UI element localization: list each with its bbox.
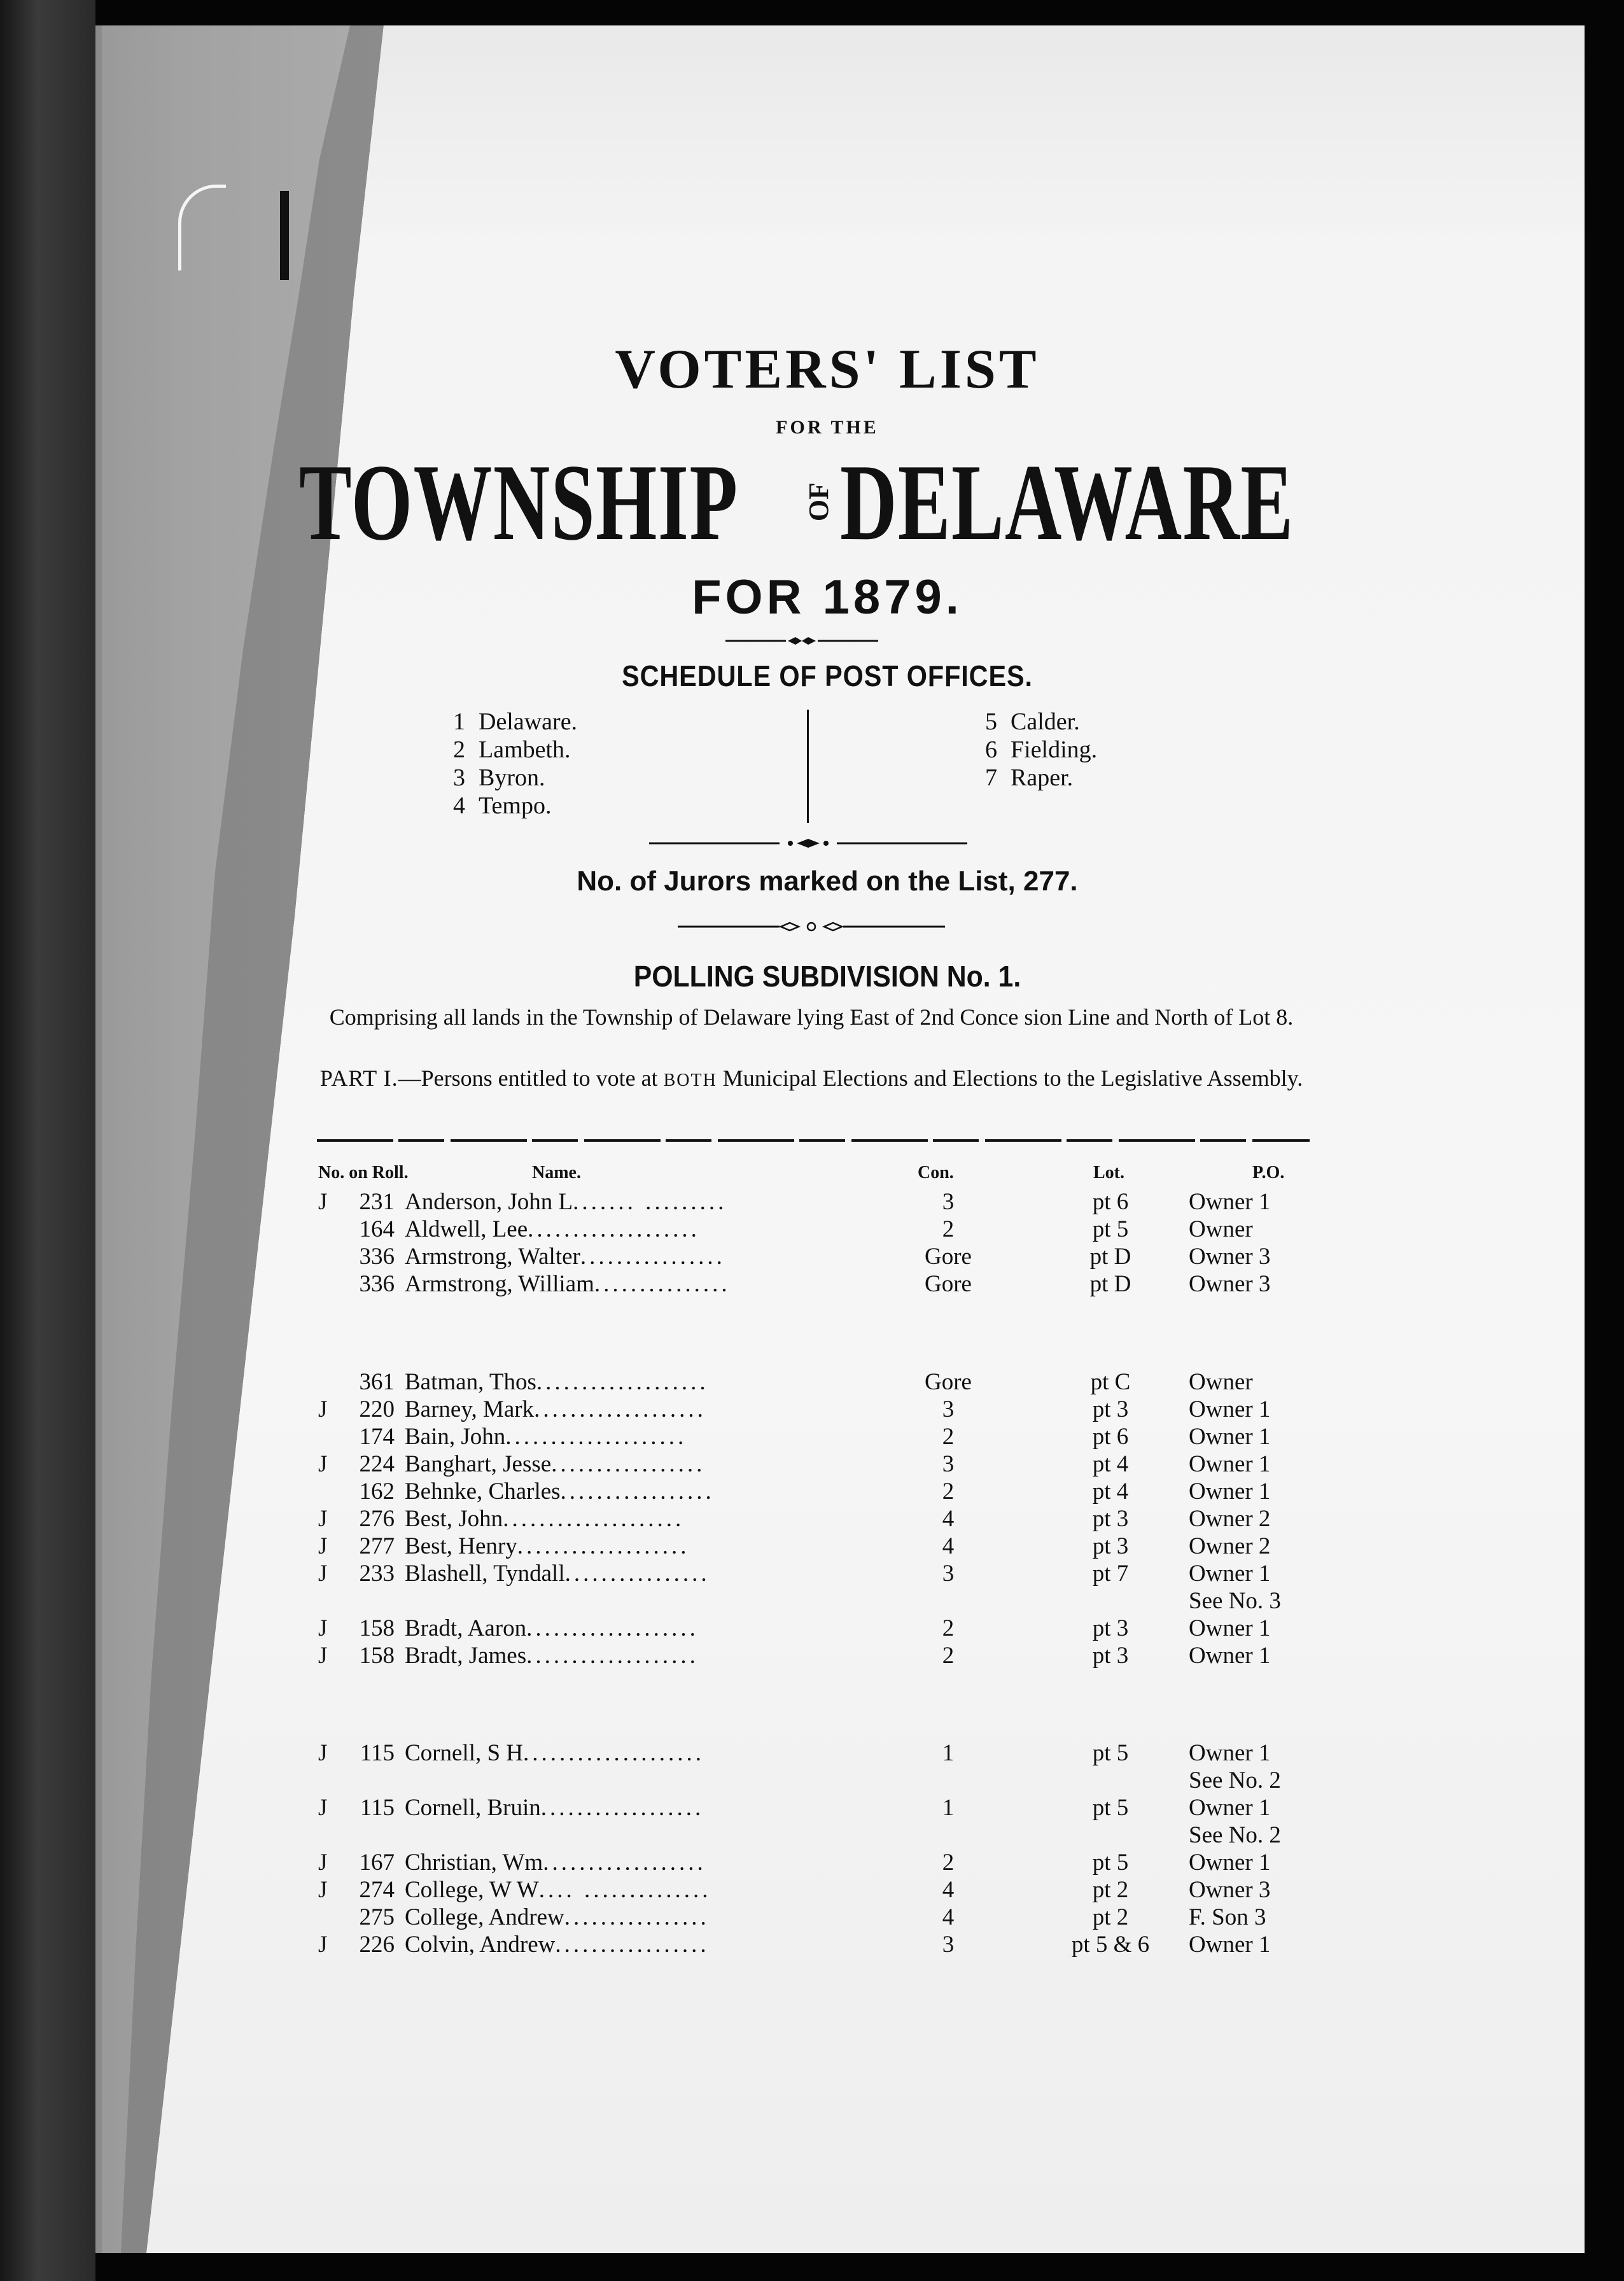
leader-dots: ................. xyxy=(555,1932,710,1958)
table-row xyxy=(0,1849,1624,1877)
lot: pt 3 xyxy=(1092,1533,1129,1559)
post-office-item xyxy=(985,736,1097,764)
lot: pt 3 xyxy=(1092,1643,1129,1669)
voter-name xyxy=(405,1450,858,1478)
concession: 4 xyxy=(942,1904,955,1930)
concession: 3 xyxy=(942,1561,955,1587)
roll-number: 220 xyxy=(359,1396,395,1422)
lot: pt 5 & 6 xyxy=(1071,1932,1150,1958)
concession: 1 xyxy=(942,1795,955,1821)
voter-name xyxy=(405,1794,858,1822)
roll-number: 361 xyxy=(359,1369,395,1395)
post-office-number: 3 xyxy=(453,764,465,791)
post-office-number: 6 xyxy=(985,736,997,763)
post-office-number: 4 xyxy=(453,792,465,819)
concession: 2 xyxy=(942,1216,955,1242)
voter-name-text: Bradt, James xyxy=(405,1643,527,1669)
leader-dots: ................... xyxy=(526,1643,699,1669)
post-office-status: Owner xyxy=(1189,1216,1253,1242)
post-office-status: Owner 1 xyxy=(1189,1396,1271,1422)
post-office-name: Calder. xyxy=(1011,708,1080,735)
roll-number: 277 xyxy=(359,1533,395,1559)
voter-name-text: Aldwell, Lee xyxy=(405,1216,528,1242)
leader-dots: ....... ......... xyxy=(573,1189,727,1215)
title-for-the: FOR THE xyxy=(776,417,879,438)
table-row xyxy=(0,1767,1624,1795)
roll-number: 276 xyxy=(359,1506,395,1532)
voter-name xyxy=(405,1904,858,1932)
concession: 4 xyxy=(942,1506,955,1532)
jury-mark: J xyxy=(318,1643,328,1669)
post-offices-heading: SCHEDULE OF POST OFFICES. xyxy=(622,659,1033,692)
post-office-number: 2 xyxy=(453,736,465,763)
table-row xyxy=(0,1533,1624,1561)
post-office-item xyxy=(453,736,571,764)
table-row xyxy=(0,1587,1624,1615)
roll-number: 115 xyxy=(360,1795,395,1821)
post-office-number: 7 xyxy=(985,764,997,791)
voter-name xyxy=(405,1216,858,1244)
voter-name xyxy=(405,1533,858,1561)
jury-mark: J xyxy=(318,1877,328,1903)
voter-name xyxy=(405,1368,858,1396)
roll-number: 233 xyxy=(359,1561,395,1587)
post-office-status: Owner 1 xyxy=(1189,1189,1271,1215)
post-office-name: Delaware. xyxy=(479,708,578,735)
concession: 4 xyxy=(942,1533,955,1559)
table-row xyxy=(0,1505,1624,1533)
voter-name xyxy=(405,1478,858,1506)
table-row xyxy=(0,1642,1624,1670)
concession: 3 xyxy=(942,1451,955,1477)
voter-name xyxy=(405,1243,858,1271)
voter-name xyxy=(405,1642,858,1670)
jury-mark: J xyxy=(318,1533,328,1559)
table-row xyxy=(0,1478,1624,1506)
voter-name xyxy=(405,1876,858,1904)
voter-name-text: Anderson, John L xyxy=(405,1189,573,1215)
voter-name-text: Behnke, Charles xyxy=(405,1478,561,1505)
jury-mark: J xyxy=(318,1740,328,1766)
voter-name-text: Armstrong, Walter xyxy=(405,1244,580,1270)
title-of: OF xyxy=(803,482,834,522)
table-row xyxy=(0,1615,1624,1643)
table-row xyxy=(0,1368,1624,1396)
jury-mark: J xyxy=(318,1932,328,1958)
voter-name-text: Cornell, S H xyxy=(405,1740,524,1766)
leader-dots: ................... xyxy=(528,1216,700,1242)
column-header-po: P.O. xyxy=(1252,1163,1285,1183)
roll-number: 336 xyxy=(359,1244,395,1270)
post-office-name: Fielding. xyxy=(1011,736,1098,763)
subdivision-description: Comprising all lands in the Township of Delaware lying East of 2nd Conce sion Line and North of Lot 8. xyxy=(329,1004,1294,1030)
table-row xyxy=(0,1216,1624,1244)
concession: 3 xyxy=(942,1189,955,1215)
lot: pt 4 xyxy=(1092,1478,1129,1505)
polling-subdivision-heading: POLLING SUBDIVISION No. 1. xyxy=(633,960,1021,993)
post-office-status: Owner 1 xyxy=(1189,1478,1271,1505)
jury-mark: J xyxy=(318,1396,328,1422)
lot: pt 7 xyxy=(1092,1561,1129,1587)
table-row xyxy=(0,1396,1624,1424)
table-row xyxy=(0,1794,1624,1822)
voter-name-text: Bradt, Aaron xyxy=(405,1615,527,1641)
post-office-status: Owner 2 xyxy=(1189,1533,1271,1559)
column-header-name: Name. xyxy=(532,1163,581,1183)
leader-dots: ................ xyxy=(564,1904,710,1930)
lot: pt 3 xyxy=(1092,1506,1129,1532)
post-office-status: Owner 1 xyxy=(1189,1932,1271,1958)
column-header-con: Con. xyxy=(918,1163,954,1183)
voter-name xyxy=(405,1615,858,1643)
table-row xyxy=(0,1931,1624,1959)
post-office-status: Owner xyxy=(1189,1369,1253,1395)
roll-number: 224 xyxy=(359,1451,395,1477)
voter-name xyxy=(405,1931,858,1959)
post-offices-divider xyxy=(807,710,809,823)
leader-dots: .................... xyxy=(523,1740,705,1766)
concession: Gore xyxy=(925,1271,972,1297)
concession: 2 xyxy=(942,1849,955,1876)
post-office-status: Owner 1 xyxy=(1189,1740,1271,1766)
jury-mark: J xyxy=(318,1561,328,1587)
leader-dots: ................... xyxy=(517,1533,690,1559)
concession: Gore xyxy=(925,1369,972,1395)
post-office-status: Owner 1 xyxy=(1189,1643,1271,1669)
jury-mark: J xyxy=(318,1189,328,1215)
part-text-emphasis: BOTH xyxy=(663,1070,717,1090)
post-office-status: Owner 1 xyxy=(1189,1561,1271,1587)
table-top-rule xyxy=(317,1139,1310,1142)
post-office-status: Owner 1 xyxy=(1189,1451,1271,1477)
lot: pt 2 xyxy=(1092,1904,1129,1930)
lot: pt 5 xyxy=(1092,1795,1129,1821)
lot: pt 2 xyxy=(1092,1877,1129,1903)
concession: 4 xyxy=(942,1877,955,1903)
post-office-name: Lambeth. xyxy=(479,736,571,763)
post-office-status: Owner 2 xyxy=(1189,1506,1271,1532)
leader-dots: ................... xyxy=(536,1369,709,1395)
concession: Gore xyxy=(925,1244,972,1270)
voter-name-text: Best, Henry xyxy=(405,1533,517,1559)
roll-number: 174 xyxy=(359,1424,395,1450)
concession: 2 xyxy=(942,1424,955,1450)
post-office-status: See No. 2 xyxy=(1189,1822,1281,1848)
lot: pt 6 xyxy=(1092,1424,1129,1450)
post-office-status: Owner 1 xyxy=(1189,1424,1271,1450)
table-row xyxy=(0,1821,1624,1849)
post-office-status: F. Son 3 xyxy=(1189,1904,1266,1930)
lot: pt D xyxy=(1089,1244,1131,1270)
voter-name xyxy=(405,1505,858,1533)
lot: pt 6 xyxy=(1092,1189,1129,1215)
part-label: PART I. xyxy=(319,1065,398,1091)
jury-mark: J xyxy=(318,1849,328,1876)
roll-number: 162 xyxy=(359,1478,395,1505)
leader-dots: ............... xyxy=(594,1271,731,1297)
voter-name xyxy=(405,1423,858,1451)
roll-number: 336 xyxy=(359,1271,395,1297)
concession: 3 xyxy=(942,1932,955,1958)
leader-dots: .................. xyxy=(540,1795,704,1821)
part-text-before: —Persons entitled to vote at xyxy=(398,1065,664,1091)
title-township-row xyxy=(299,442,1368,563)
voter-name xyxy=(405,1188,858,1216)
title-delaware: DELAWARE xyxy=(840,442,1294,563)
concession: 1 xyxy=(942,1740,955,1766)
leader-dots: ................. xyxy=(551,1451,706,1477)
jury-mark: J xyxy=(318,1451,328,1477)
jurors-count-line: No. of Jurors marked on the List, 277. xyxy=(577,866,1078,897)
voter-name xyxy=(405,1849,858,1877)
scan-mark xyxy=(280,191,289,280)
voter-name xyxy=(405,1270,858,1298)
leader-dots: ................... xyxy=(526,1615,699,1641)
post-office-status: Owner 3 xyxy=(1189,1271,1271,1297)
jury-mark: J xyxy=(318,1615,328,1641)
column-header-roll: No. on Roll. xyxy=(318,1163,409,1183)
voter-name-text: Armstrong, William xyxy=(405,1271,594,1297)
column-header-lot: Lot. xyxy=(1093,1163,1124,1183)
lot: pt 3 xyxy=(1092,1396,1129,1422)
table-row xyxy=(0,1188,1624,1216)
roll-number: 226 xyxy=(359,1932,395,1958)
post-office-item xyxy=(453,708,577,736)
voter-name xyxy=(405,1560,858,1588)
table-row xyxy=(0,1739,1624,1767)
jury-mark: J xyxy=(318,1506,328,1532)
roll-number: 115 xyxy=(360,1740,395,1766)
table-row xyxy=(0,1423,1624,1451)
voter-name-text: Colvin, Andrew xyxy=(405,1932,556,1958)
lot: pt 5 xyxy=(1092,1216,1129,1242)
ornamental-rule xyxy=(649,836,967,851)
post-office-item xyxy=(985,708,1080,736)
lot: pt 4 xyxy=(1092,1451,1129,1477)
table-row xyxy=(0,1560,1624,1588)
voter-name-text: Blashell, Tyndall xyxy=(405,1561,565,1587)
concession: 2 xyxy=(942,1478,955,1505)
table-row xyxy=(0,1876,1624,1904)
post-office-item xyxy=(453,764,545,792)
leader-dots: .................... xyxy=(505,1424,687,1450)
voter-name-text: College, W W xyxy=(405,1877,539,1903)
voter-name-text: Banghart, Jesse xyxy=(405,1451,552,1477)
voter-name-text: College, Andrew xyxy=(405,1904,564,1930)
roll-number: 164 xyxy=(359,1216,395,1242)
table-row xyxy=(0,1450,1624,1478)
roll-number: 275 xyxy=(359,1904,395,1930)
part-text-after: Municipal Elections and Elections to the Legislative Assembly. xyxy=(717,1065,1303,1091)
table-row xyxy=(0,1243,1624,1271)
voter-name-text: Batman, Thos xyxy=(405,1369,536,1395)
concession: 2 xyxy=(942,1615,955,1641)
leader-dots: ................ xyxy=(580,1244,725,1270)
leader-dots: .... .............. xyxy=(538,1877,711,1903)
post-office-status: See No. 3 xyxy=(1189,1588,1281,1614)
jury-mark: J xyxy=(318,1795,328,1821)
leader-dots: ................ xyxy=(564,1561,710,1587)
leader-dots: .................. xyxy=(543,1849,706,1876)
voter-name-text: Best, John xyxy=(405,1506,503,1532)
roll-number: 158 xyxy=(359,1643,395,1669)
post-office-status: See No. 2 xyxy=(1189,1767,1281,1793)
post-office-status: Owner 1 xyxy=(1189,1795,1271,1821)
roll-number: 274 xyxy=(359,1877,395,1903)
title-voters-list: VOTERS' LIST xyxy=(615,339,1040,400)
title-township: TOWNSHIP xyxy=(299,442,739,563)
leader-dots: ................... xyxy=(534,1396,706,1422)
leader-dots: ................. xyxy=(560,1478,715,1505)
post-office-number: 5 xyxy=(985,708,997,735)
post-office-name: Byron. xyxy=(479,764,545,791)
voter-name-text: Cornell, Bruin xyxy=(405,1795,541,1821)
leader-dots: .................... xyxy=(503,1506,685,1532)
lot: pt 5 xyxy=(1092,1740,1129,1766)
voter-name xyxy=(405,1739,858,1767)
post-office-item xyxy=(453,792,551,820)
lot: pt 5 xyxy=(1092,1849,1129,1876)
voter-name-text: Barney, Mark xyxy=(405,1396,535,1422)
post-office-name: Raper. xyxy=(1011,764,1074,791)
voter-name xyxy=(405,1396,858,1424)
voter-name-text: Bain, John xyxy=(405,1424,506,1450)
title-year: FOR 1879. xyxy=(692,570,963,624)
post-office-status: Owner 3 xyxy=(1189,1244,1271,1270)
ornamental-rule xyxy=(678,919,945,934)
post-office-name: Tempo. xyxy=(479,792,552,819)
concession: 2 xyxy=(942,1643,955,1669)
roll-number: 231 xyxy=(359,1189,395,1215)
post-office-number: 1 xyxy=(453,708,465,735)
voter-name-text: Christian, Wm xyxy=(405,1849,543,1876)
ornamental-rule xyxy=(725,633,878,649)
lot: pt D xyxy=(1089,1271,1131,1297)
concession: 3 xyxy=(942,1396,955,1422)
roll-number: 158 xyxy=(359,1615,395,1641)
table-row xyxy=(0,1270,1624,1298)
post-office-item xyxy=(985,764,1073,792)
post-office-status: Owner 1 xyxy=(1189,1849,1271,1876)
lot: pt C xyxy=(1090,1369,1131,1395)
table-row xyxy=(0,1904,1624,1932)
part-one-description xyxy=(317,1065,1306,1094)
lot: pt 3 xyxy=(1092,1615,1129,1641)
roll-number: 167 xyxy=(359,1849,395,1876)
post-office-status: Owner 3 xyxy=(1189,1877,1271,1903)
post-office-status: Owner 1 xyxy=(1189,1615,1271,1641)
